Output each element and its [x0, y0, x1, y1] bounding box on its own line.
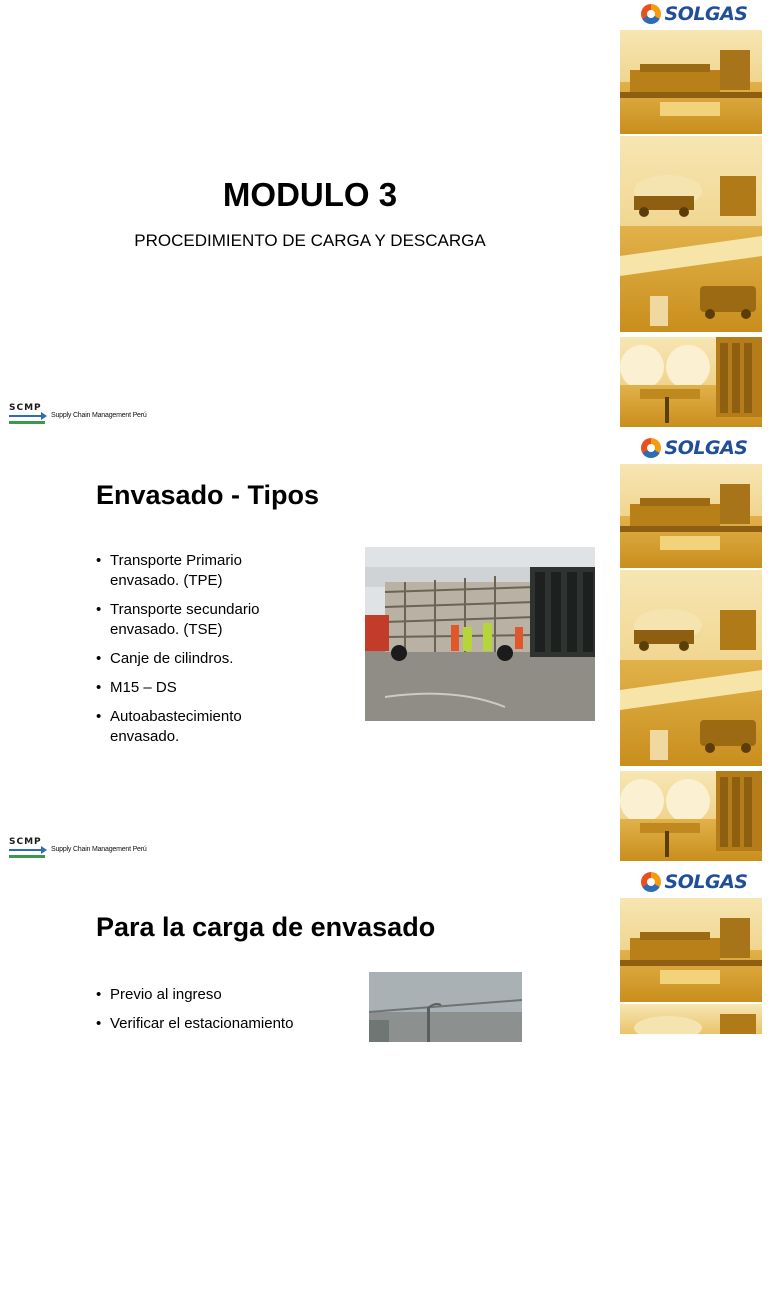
- solgas-logo: SOLGAS: [620, 0, 768, 28]
- solgas-logo-icon: [641, 4, 661, 24]
- solgas-side-strip: [620, 434, 768, 868]
- list-item: • Canje de cilindros.: [96, 649, 346, 669]
- storage-spheres-photo: [620, 337, 762, 427]
- plant-photo: [620, 30, 762, 134]
- list-item: • Transporte Primario envasado. (TPE): [96, 551, 346, 591]
- tanker-photo: [620, 1004, 762, 1034]
- slide-carga-envasado: [0, 868, 768, 1302]
- list-item: • Autoabastecimiento envasado.: [96, 707, 346, 747]
- slide-envasado-tipos: [0, 434, 768, 868]
- tanker-photo: [620, 136, 762, 332]
- cylinder-truck-photo: [365, 547, 595, 721]
- list-item: • M15 – DS: [96, 678, 346, 698]
- slide-heading: Envasado - Tipos: [96, 480, 320, 510]
- solgas-side-strip: [620, 868, 768, 1302]
- slide-title: [0, 0, 768, 434]
- scmp-company-name: Supply Chain Management Perú: [51, 412, 147, 419]
- plant-photo: [620, 464, 762, 568]
- scmp-logo: [9, 837, 147, 859]
- solgas-logo-icon: [641, 438, 661, 458]
- solgas-logo: SOLGAS: [620, 868, 768, 896]
- plant-photo: [620, 898, 762, 1002]
- storage-spheres-photo: [620, 771, 762, 861]
- solgas-side-strip: [620, 0, 768, 434]
- module-subtitle: PROCEDIMIENTO DE CARGA Y DESCARGA: [134, 231, 486, 250]
- scmp-logo-arrow-icon: SCMP: [9, 403, 45, 425]
- list-item: • Verificar el estacionamiento: [96, 1014, 346, 1034]
- bullet-list: [96, 551, 346, 756]
- module-title: MODULO 3: [222, 176, 398, 213]
- scmp-logo-arrow-icon: SCMP: [9, 837, 45, 859]
- scmp-logo: [9, 403, 147, 425]
- road-photo: [369, 972, 522, 1042]
- list-item: • Previo al ingreso: [96, 985, 346, 1005]
- bullet-list: [96, 985, 346, 1043]
- solgas-logo-icon: [641, 872, 661, 892]
- slide-heading: Para la carga de envasado: [96, 912, 436, 942]
- tanker-photo: [620, 570, 762, 766]
- list-item: • Transporte secundario envasado. (TSE): [96, 600, 346, 640]
- scmp-company-name: Supply Chain Management Perú: [51, 846, 147, 853]
- solgas-logo: SOLGAS: [620, 434, 768, 462]
